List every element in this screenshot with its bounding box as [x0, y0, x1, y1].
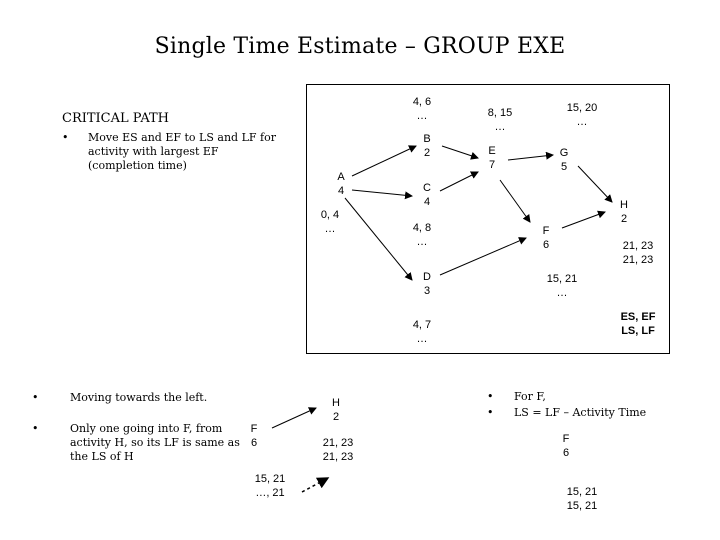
- mini-node-f-name: F: [250, 423, 258, 435]
- label-b: [398, 95, 446, 123]
- node-b-duration: 2: [423, 147, 431, 159]
- node-h-name: H: [620, 199, 628, 211]
- label-d-line1: 4, 7: [412, 319, 432, 331]
- node-e: [478, 144, 506, 172]
- label-g-line1: 15, 20: [566, 102, 598, 114]
- node-c-name: C: [423, 182, 431, 194]
- label-g-line2: …: [576, 116, 588, 128]
- right-node-f: [552, 432, 580, 460]
- label-h-line2: 21, 23: [622, 254, 654, 266]
- mini-node-h-name: H: [332, 397, 340, 409]
- critical-path-heading: CRITICAL PATH: [62, 111, 170, 126]
- edge-a-b: [352, 146, 416, 176]
- label-h: [612, 239, 664, 267]
- node-c-duration: 4: [423, 196, 431, 208]
- node-g-name: G: [559, 147, 569, 159]
- node-e-name: E: [488, 145, 496, 157]
- right-label-f-line1: 15, 21: [566, 486, 598, 498]
- node-g: [550, 146, 578, 174]
- label-a-line2: …: [324, 223, 336, 235]
- label-a-line1: 0, 4: [320, 209, 340, 221]
- edge-e-g: [508, 155, 553, 160]
- mini-node-h: [322, 396, 350, 424]
- node-g-duration: 5: [560, 161, 568, 173]
- node-e-duration: 7: [488, 159, 496, 171]
- node-b-name: B: [423, 133, 431, 145]
- label-b-line2: …: [416, 110, 428, 122]
- right-note-line1: For F,: [514, 390, 546, 403]
- right-node-f-name: F: [562, 433, 570, 445]
- mini-label-h-line2: 21, 23: [322, 451, 354, 463]
- note1-text: Moving towards the left.: [70, 391, 208, 404]
- note2-bullet: •: [32, 422, 39, 435]
- slide-title: Single Time Estimate – GROUP EXE: [154, 34, 566, 59]
- node-f-duration: 6: [542, 239, 550, 251]
- label-d: [398, 318, 446, 346]
- node-d-duration: 3: [423, 285, 431, 297]
- node-b: [413, 132, 441, 160]
- edge-f-h: [562, 212, 605, 228]
- critical-path-text: Move ES and EF to LS and LF for activity with largest EF (completion time): [88, 131, 276, 172]
- legend-line2: LS, LF: [621, 325, 655, 337]
- right-label-f-line2: 15, 21: [566, 500, 598, 512]
- node-c: [413, 181, 441, 209]
- node-h: [610, 198, 638, 226]
- label-a: [308, 208, 352, 236]
- edge-b-e: [442, 146, 478, 158]
- right-note-line2: LS = LF – Activity Time: [514, 406, 647, 419]
- right-bullet-1: •: [487, 390, 494, 403]
- node-a-duration: 4: [337, 185, 345, 197]
- node-a-name: A: [337, 171, 345, 183]
- node-d-name: D: [423, 271, 431, 283]
- label-e: [474, 106, 526, 134]
- right-bullet-2: •: [487, 406, 494, 419]
- label-f-line2: …: [556, 287, 568, 299]
- label-c-line1: 4, 8: [412, 222, 432, 234]
- legend: [608, 310, 668, 338]
- node-f-name: F: [542, 225, 550, 237]
- node-f: [532, 224, 560, 252]
- critical-bullet: •: [62, 131, 69, 144]
- node-h-duration: 2: [620, 213, 628, 225]
- note2-text: Only one going into F, from activity H, so its LF is same as the LS of H: [70, 422, 240, 463]
- mini-label-f-line2: …, 21: [255, 487, 285, 499]
- edge-g-h: [578, 166, 612, 202]
- label-d-line2: …: [416, 333, 428, 345]
- edge-e-f: [500, 180, 530, 222]
- label-f-line1: 15, 21: [546, 273, 578, 285]
- mini-edge-f-h: [272, 408, 316, 428]
- edge-d-f: [440, 238, 526, 275]
- node-d: [413, 270, 441, 298]
- label-c-line2: …: [416, 236, 428, 248]
- label-e-line2: …: [494, 121, 506, 133]
- label-g: [556, 101, 608, 129]
- node-a: [327, 170, 355, 198]
- legend-line1: ES, EF: [620, 311, 656, 323]
- mini-label-f: [244, 472, 296, 500]
- mini-dashed-arrow: [302, 478, 328, 492]
- edge-a-c: [352, 190, 412, 196]
- mini-node-h-duration: 2: [332, 411, 340, 423]
- right-node-f-duration: 6: [562, 447, 570, 459]
- label-e-line1: 8, 15: [487, 107, 513, 119]
- mini-label-h: [312, 436, 364, 464]
- mini-label-h-line1: 21, 23: [322, 437, 354, 449]
- note1-bullet: •: [32, 391, 39, 404]
- label-f: [536, 272, 588, 300]
- mini-node-f-duration: 6: [250, 437, 258, 449]
- label-b-line1: 4, 6: [412, 96, 432, 108]
- right-label-f: [556, 485, 608, 513]
- label-c: [398, 221, 446, 249]
- edge-c-e: [440, 172, 478, 191]
- mini-node-f: [240, 422, 268, 450]
- mini-label-f-line1: 15, 21: [254, 473, 286, 485]
- label-h-line1: 21, 23: [622, 240, 654, 252]
